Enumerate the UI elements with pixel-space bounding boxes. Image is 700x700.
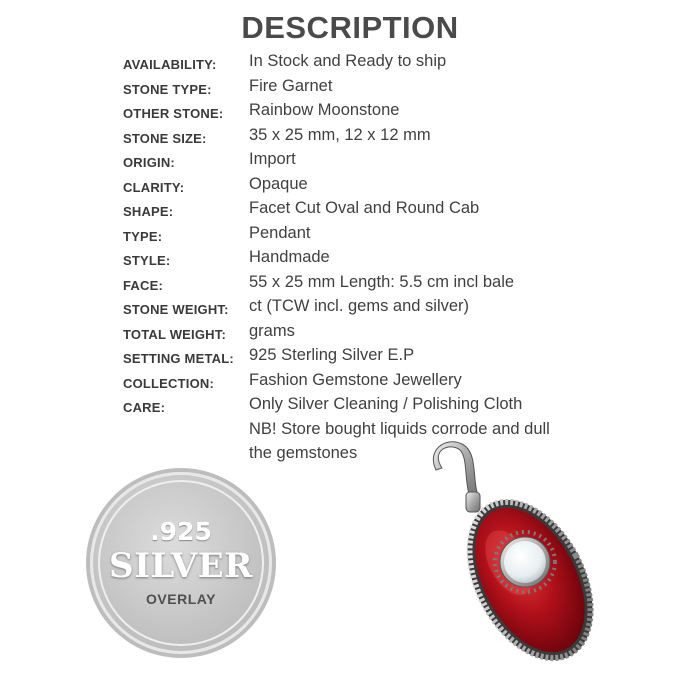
spec-value: Rainbow Moonstone (249, 101, 400, 119)
spec-row-stone-type (0, 77, 700, 101)
care-note-line: the gemstones (249, 444, 358, 462)
spec-label: TOTAL WEIGHT: (123, 326, 226, 342)
spec-label: SHAPE: (123, 204, 174, 219)
badge-metal: SILVER (109, 546, 253, 586)
spec-value: In Stock and Ready to ship (249, 52, 447, 70)
bale-icon (433, 442, 480, 512)
spec-row-origin (0, 150, 700, 174)
spec-label: FACE: (123, 277, 163, 293)
spec-label: OTHER STONE: (123, 106, 224, 121)
spec-label: STONE WEIGHT: (123, 302, 229, 317)
spec-label: AVAILABILITY: (123, 57, 217, 72)
pendant-image (420, 440, 620, 680)
spec-value: 35 x 25 mm, 12 x 12 mm (249, 125, 431, 144)
spec-label: TYPE: (123, 228, 163, 244)
care-note-line: NB! Store bought liquids corrode and dull (249, 419, 550, 438)
spec-value: Fire Garnet (249, 76, 333, 95)
spec-value: Fashion Gemstone Jewellery (249, 370, 462, 389)
silver-overlay-badge (90, 472, 272, 654)
spec-value: Handmade (249, 248, 330, 266)
page-title: DESCRIPTION (241, 10, 459, 45)
spec-row-total-weight (0, 322, 700, 346)
spec-value: Pendant (249, 223, 311, 242)
badge-finish: OVERLAY (146, 591, 216, 607)
spec-row-other-stone (0, 101, 700, 125)
spec-row-collection (0, 371, 700, 395)
spec-row-availability (0, 52, 700, 76)
spec-label: ORIGIN: (123, 155, 175, 170)
spec-value: Opaque (249, 174, 308, 193)
spec-row-face (0, 273, 700, 297)
spec-row-shape (0, 199, 700, 223)
spec-row-care (0, 395, 700, 419)
spec-label: STONE SIZE: (123, 130, 207, 146)
spec-value: 55 x 25 mm Length: 5.5 cm incl bale (249, 272, 515, 291)
spec-value: Only Silver Cleaning / Polishing Cloth (249, 395, 523, 413)
spec-value: 925 Sterling Silver E.P (249, 346, 415, 364)
spec-row-style (0, 248, 700, 272)
spec-row-stone-size (0, 126, 700, 150)
spec-value: Facet Cut Oval and Round Cab (249, 199, 480, 217)
spec-value: ct (TCW incl. gems and silver) (249, 297, 470, 315)
spec-label: STYLE: (123, 253, 171, 268)
spec-label: CLARITY: (123, 179, 185, 195)
spec-row-type (0, 224, 700, 248)
spec-label: SETTING METAL: (123, 351, 234, 366)
spec-row-stone-weight (0, 297, 700, 321)
badge-purity: .925 (150, 517, 212, 546)
spec-value: Import (249, 150, 296, 168)
spec-label: CARE: (123, 400, 166, 415)
spec-label: STONE TYPE: (123, 81, 212, 97)
spec-label: COLLECTION: (123, 375, 215, 391)
spec-row-setting-metal (0, 346, 700, 370)
spec-value: grams (249, 321, 295, 340)
spec-row-clarity (0, 175, 700, 199)
